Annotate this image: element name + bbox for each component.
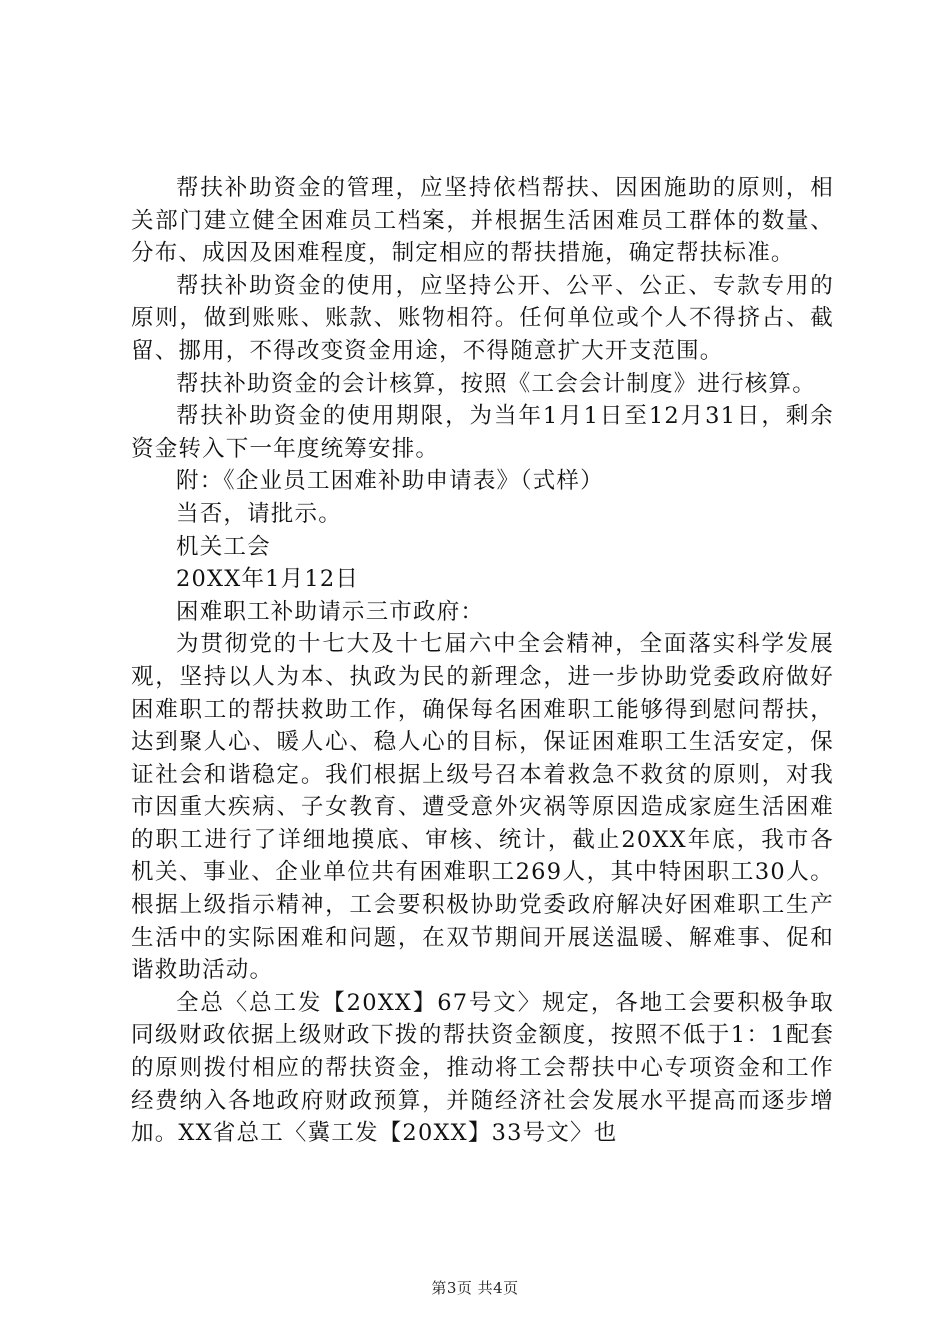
paragraph-policy: 全总〈总工发【20XX】67号文〉规定，各地工会要积极争取同级财政依据上级财政下拨的帮扶资金额度，按照不低于1：1配套的原则拨付相应的帮扶资金，推动将工会帮扶中心专项资金和工作经费纳入各地政府财政预算，并随经济社会发展水平提高而逐步增加。XX省总工〈冀工发【20XX】33号文〉也	[131, 989, 834, 1147]
paragraph-request-approval: 当否，请批示。	[176, 500, 342, 527]
paragraph-attachment: 附：《企业员工困难补助申请表》（式样）	[176, 468, 604, 495]
paragraph-fund-usage: 帮扶补助资金的使用，应坚持公开、公平、公正、专款专用的原则，做到账账、账款、账物相符。任何单位或个人不得挤占、截留、挪用，不得改变资金用途，不得随意扩大开支范围。	[131, 272, 834, 364]
signature-organization: 机关工会	[176, 533, 271, 560]
document-body	[131, 172, 834, 1150]
paragraph-accounting: 帮扶补助资金的会计核算，按照《工会会计制度》进行核算。	[176, 370, 816, 397]
section-heading: 困难职工补助请示三市政府：	[176, 598, 485, 625]
paragraph-usage-period: 帮扶补助资金的使用期限，为当年1月1日至12月31日，剩余资金转入下一年度统筹安排。	[131, 403, 834, 462]
signature-date: 20XX年1月12日	[176, 566, 360, 593]
page-footer: 第3页 共4页	[431, 1279, 519, 1297]
paragraph-fund-management: 帮扶补助资金的管理，应坚持依档帮扶、因困施助的原则，相关部门建立健全困难员工档案，并根据生活困难员工群体的数量、分布、成因及困难程度，制定相应的帮扶措施，确定帮扶标准。	[131, 175, 834, 267]
paragraph-background: 为贯彻党的十七大及十七届六中全会精神，全面落实科学发展观，坚持以人为本、执政为民的新理念，进一步协助党委政府做好困难职工的帮扶救助工作，确保每名困难职工能够得到慰问帮扶，达到聚人心、暖人心、稳人心的目标，保证困难职工生活安定，保证社会和谐稳定。我们根据上级号召本着救急不救贫的原则，对我市因重大疾病、子女教育、遭受意外灾祸等原因造成家庭生活困难的职工进行了详细地摸底、审核、统计，截止20XX年底，我市各机关、事业、企业单位共有困难职工269人，其中特困职工30人。根据上级指示精神，工会要积极协助党委政府解决好困难职工生产生活中的实际困难和问题，在双节期间开展送温暖、解难事、促和谐救助活动。	[131, 631, 834, 984]
